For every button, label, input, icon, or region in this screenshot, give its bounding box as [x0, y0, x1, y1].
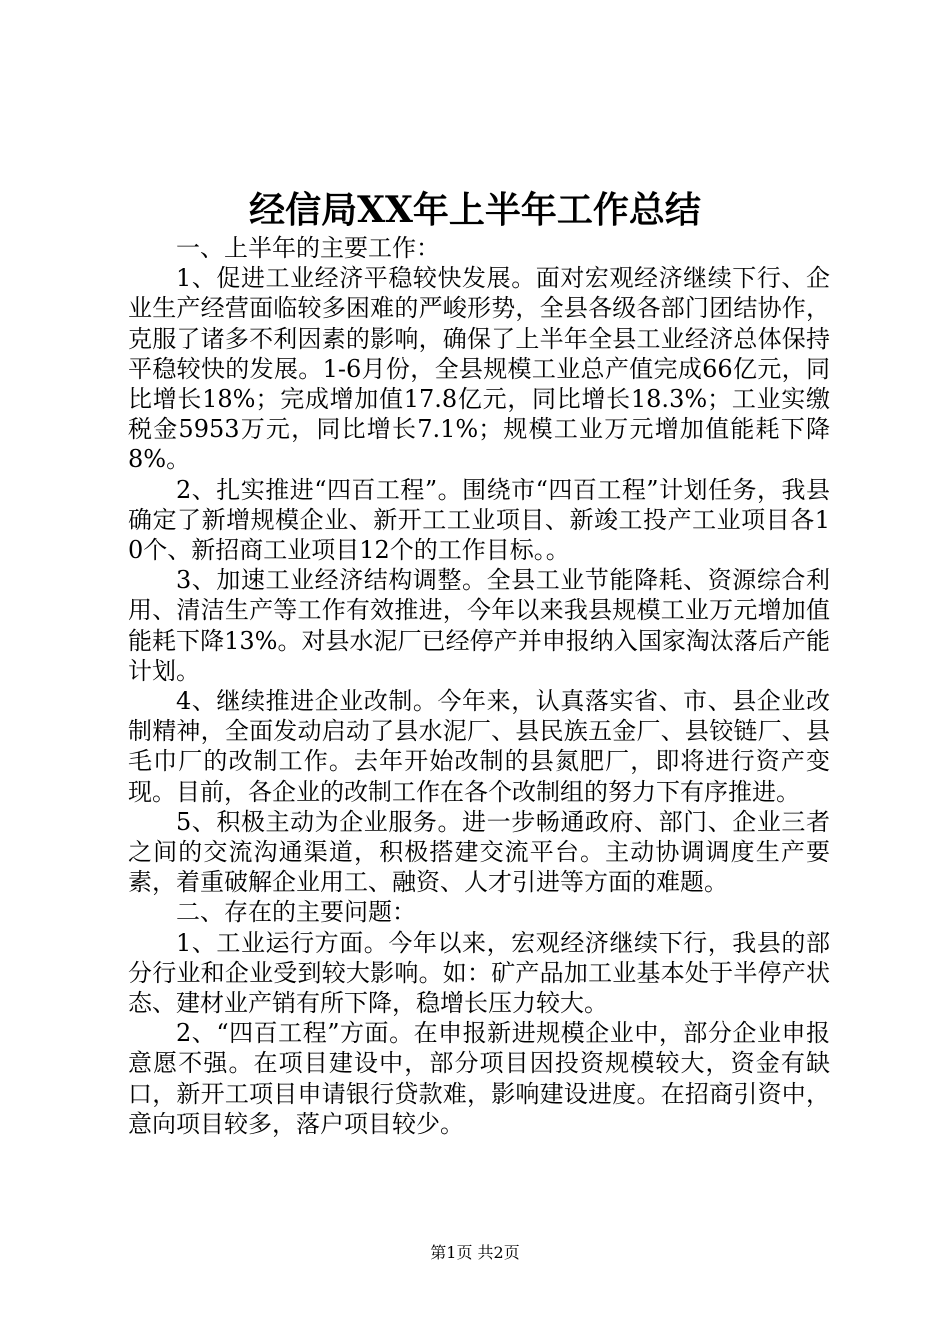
paragraph-industrial-growth: 1、促进工业经济平稳较快发展。面对宏观经济继续下行、企业生产经营面临较多困难的严峻形势，全县各级各部门团结协作，克服了诸多不利因素的影响，确保了上半年全县工业经济总体保持平稳较快的发展。1-6月份，全县规模工业总产值完成66亿元，同比增长18%；完成增加值17.8亿元，同比增长18.3%；工业实缴税金5953万元，同比增长7.1%；规模工业万元增加值能耗下降8%。: [128, 264, 830, 474]
section-heading-main-problems: 二、存在的主要问题：: [176, 898, 416, 927]
paragraph-four-hundred-issues: 2、“四百工程”方面。在申报新进规模企业中，部分企业申报意愿不强。在项目建设中，部分项目因投资规模较大，资金有缺口，新开工项目申请银行贷款难，影响建设进度。在招商引资中，意向项目较多，落户项目较少。: [128, 1019, 830, 1138]
document-body: [128, 233, 830, 1139]
paragraph-four-hundred-project: 2、扎实推进“四百工程”。围绕市“四百工程”计划任务，我县确定了新增规模企业、新开工工业项目、新竣工投产工业项目各10个、新招商工业项目12个的工作目标。。: [128, 475, 830, 565]
document-title: 经信局XX年上半年工作总结: [249, 189, 701, 231]
paragraph-enterprise-reform: 4、继续推进企业改制。今年来，认真落实省、市、县企业改制精神，全面发动启动了县水泥厂、县民族五金厂、县铰链厂、县毛巾厂的改制工作。去年开始改制的县氮肥厂，即将进行资产变现。目前，各企业的改制工作在各个改制组的努力下有序推进。: [128, 687, 830, 806]
paragraph-industrial-operation: 1、工业运行方面。今年以来，宏观经济继续下行，我县的部分行业和企业受到较大影响。如：矿产品加工业基本处于半停产状态、建材业产销有所下降，稳增长压力较大。: [128, 928, 830, 1018]
section-heading-main-work: 一、上半年的主要工作：: [176, 234, 440, 262]
paragraph-structure-adjustment: 3、加速工业经济结构调整。全县工业节能降耗、资源综合利用、清洁生产等工作有效推进，今年以来我县规模工业万元增加值能耗下降13%。对县水泥厂已经停产并申报纳入国家淘汰落后产能计划。: [128, 566, 830, 685]
page-footer: 第1页 共2页: [430, 1243, 520, 1262]
paragraph-enterprise-service: 5、积极主动为企业服务。进一步畅通政府、部门、企业三者之间的交流沟通渠道，积极搭建交流平台。主动协调调度生产要素，着重破解企业用工、融资、人才引进等方面的难题。: [128, 807, 830, 897]
